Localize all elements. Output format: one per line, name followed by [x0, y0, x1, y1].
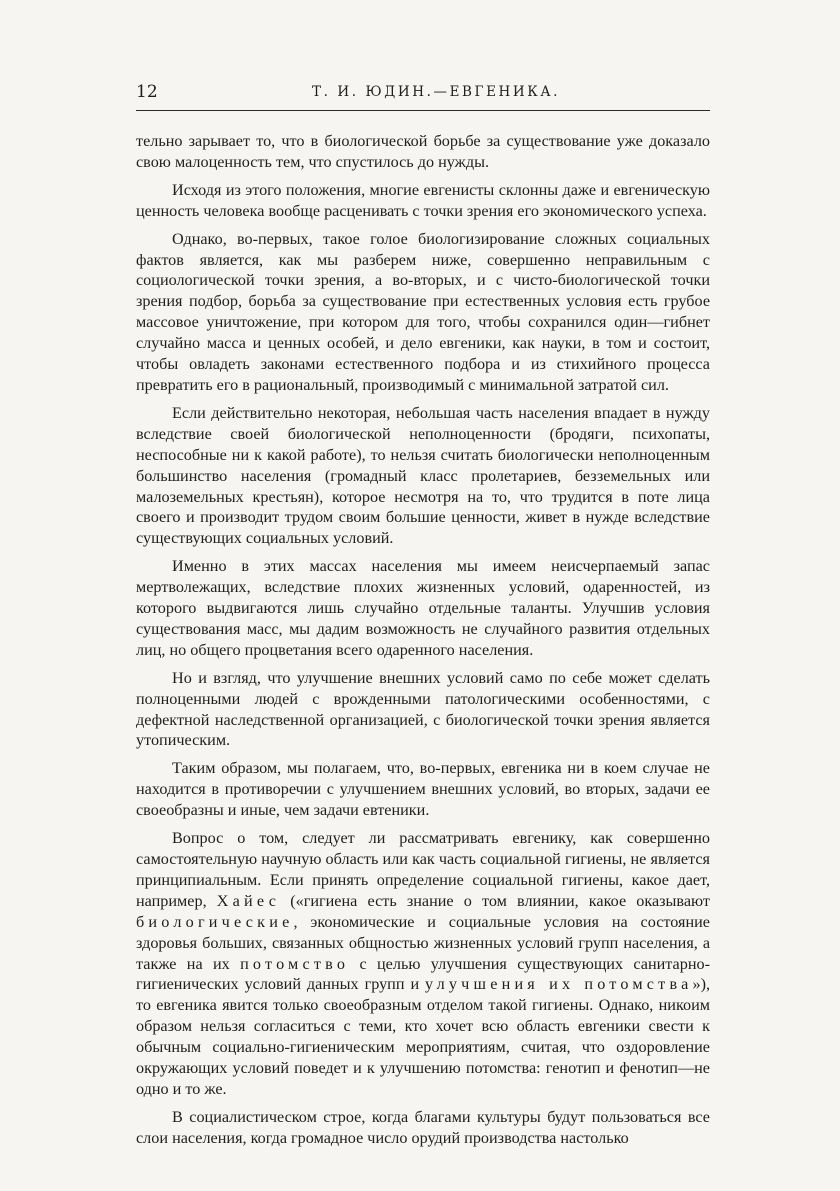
running-title: Т. И. ЮДИН.—ЕВГЕНИКА.: [312, 84, 561, 100]
text-run: («гигиена есть знание о том влиянии, какое оказывают: [280, 891, 710, 910]
paragraph-hayes: [136, 828, 710, 1100]
spaced-emphasis: потомство: [240, 954, 350, 973]
text-run: »), то евгеника явится только своеобразным отделом такой гигиены. Однако, никоим образом нельзя согласиться с теми, кто хочет всю область евгеники свести к обычным социально-гигиеническим мероприятиям, считая, что оздоровление окружающих условий поведет и к улучшению потомства: генотип и фенотип—не одно и то же.: [136, 975, 710, 1098]
spaced-emphasis: улучшения их потомства: [425, 975, 693, 994]
text-run: с целью улучшения существующих санитарно-гигиенических условий данных групп и: [136, 954, 710, 994]
paragraph: Однако, во-первых, такое голое биологизирование сложных социальных фактов является, как мы разберем ниже, совершенно неправильным с социологической точки зрения, а во-вторых, и с чисто-биологической точки зрения подбор, борьба за существование при естественных условия есть грубое массовое уничтожение, при котором для того, чтобы сохранился один—гибнет случайно масса и ценных особей, и дело евгеники, как науки, в том и состоит, чтобы овладеть законами естественного подбора и из стихийного процесса превратить его в рациональный, производимый с минимальной затратой сил.: [136, 229, 710, 394]
spaced-name: Хайес: [216, 891, 281, 910]
paragraph: Именно в этих массах населения мы имеем неисчерпаемый запас мертволежащих, вследствие плохих жизненных условий, одаренностей, из которого выдвигаются лишь случайно отдельные таланты. Улучшив условия существования масс, мы дадим возможность не случайного развития отдельных лиц, но общего процветания всего одаренного населения.: [136, 557, 710, 659]
body-text: [136, 131, 710, 1156]
paragraph: В социалистическом строе, когда благами культуры будут пользоваться все слои населения, когда громадное число орудий производства настолько: [136, 1107, 710, 1147]
text-run: Вопрос о том, следует ли рассматривать евгенику, как совершенно самостоятельную научную область или как часть социальной гигиены, не является принципиальным. Если принять определение социальной гигиены, какое дает, например,: [136, 829, 710, 910]
text-run: , экономические и социальные условия на состояние здоровья больших, связанных общностью жизненных условий групп населения, а также на их: [136, 912, 710, 973]
spaced-emphasis: биологические: [136, 912, 294, 931]
paragraph: Исходя из этого положения, многие евгенисты склонны даже и евгеническую ценность человека вообще расценивать с точки зрения его экономического успеха.: [136, 180, 710, 220]
paragraph: Но и взгляд, что улучшение внешних условий само по себе может сделать полноценными людей с врожденными патологическими особенностями, с дефектной наследственной организацией, с биологической точки зрения является утопическим.: [136, 668, 710, 750]
paragraph: Таким образом, мы полагаем, что, во-первых, евгеника ни в коем случае не находится в противоречии с улучшением внешних условий, во вторых, задачи ее своеобразны и иные, чем задачи евтеники.: [136, 759, 710, 820]
paragraph: Если действительно некоторая, небольшая часть населения впадает в нужду вследствие своей биологической неполноценности (бродяги, психопаты, неспособные ни к какой работе), то нельзя считать биологически неполноценным большинство населения (громадный класс пролетариев, безземельных или малоземельных крестьян), которое несмотря на то, что трудится в поте лица своего и производит трудом своим большие ценности, живет в нужде вследствие существующих социальных условий.: [136, 403, 710, 548]
page-header: [136, 80, 710, 111]
page-number: 12: [136, 82, 158, 102]
paragraph: тельно зарывает то, что в биологической борьбе за существование уже доказало свою малоценность тем, что спустилось до нужды.: [136, 132, 710, 171]
